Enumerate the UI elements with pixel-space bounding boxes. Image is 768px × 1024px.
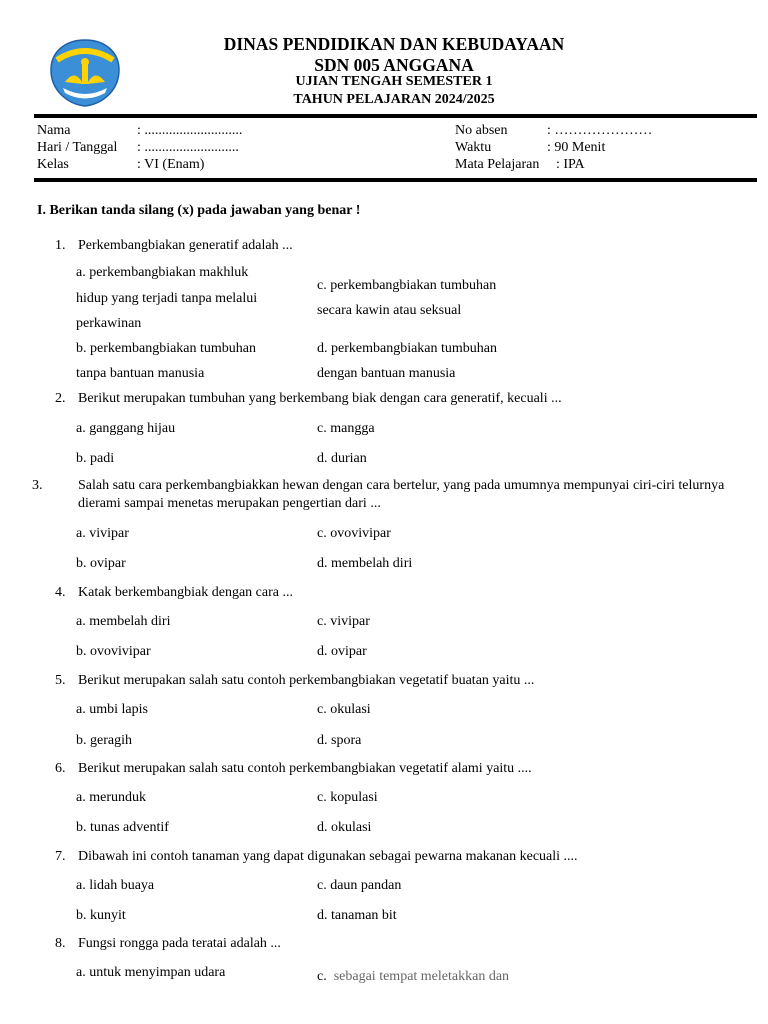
question-1 — [55, 237, 725, 255]
q3-option-d[interactable]: d. membelah diri — [317, 556, 413, 571]
question-text: Berikut merupakan salah satu contoh perkembangbiakan vegetatif alami yaitu .... — [78, 761, 532, 776]
q7-option-b[interactable]: b. kunyit — [76, 908, 126, 923]
question-number: 1. — [55, 238, 66, 253]
exam-title: UJIAN TENGAH SEMESTER 1 — [295, 74, 493, 89]
q7-option-a[interactable]: a. lidah buaya — [76, 878, 155, 893]
waktu-value: : 90 Menit — [547, 140, 606, 155]
q1-option-d-line2[interactable]: dengan bantuan manusia — [317, 366, 456, 381]
question-number: 5. — [55, 673, 66, 688]
q2-option-b[interactable]: b. padi — [76, 451, 115, 466]
office-title: DINAS PENDIDIKAN DAN KEBUDAYAAN — [223, 34, 565, 54]
question-text: Dibawah ini contoh tanaman yang dapat digunakan sebagai pewarna makanan kecuali .... — [78, 849, 578, 864]
q6-option-c[interactable]: c. kopulasi — [317, 790, 378, 805]
question-number: 7. — [55, 849, 66, 864]
q1-option-c-line1[interactable]: c. perkembangbiakan tumbuhan — [317, 278, 497, 293]
question-4 — [55, 584, 725, 602]
header-divider-top — [34, 114, 757, 118]
q7-option-c[interactable]: c. daun pandan — [317, 878, 402, 893]
waktu-label: Waktu — [455, 140, 492, 155]
q1-option-a-line1[interactable]: a. perkembangbiakan makhluk — [76, 265, 249, 280]
q4-option-d[interactable]: d. ovipar — [317, 644, 367, 659]
kelas-label: Kelas — [37, 157, 69, 172]
question-number: 6. — [55, 761, 66, 776]
q8-option-c[interactable] — [317, 969, 509, 985]
q2-option-c[interactable]: c. mangga — [317, 421, 375, 436]
question-text: Berikut merupakan tumbuhan yang berkembang biak dengan cara generatif, kecuali ... — [78, 391, 562, 406]
q8-option-c-text: sebagai tempat meletakkan dan — [333, 969, 510, 984]
q3-option-b[interactable]: b. ovipar — [76, 556, 126, 571]
q6-option-b[interactable]: b. tunas adventif — [76, 820, 169, 835]
q1-option-b-line2[interactable]: tanpa bantuan manusia — [76, 366, 205, 381]
kelas-value: : VI (Enam) — [137, 157, 205, 172]
header-divider-bottom — [34, 178, 757, 182]
question-text: Katak berkembangbiak dengan cara ... — [78, 585, 293, 600]
q2-option-a[interactable]: a. ganggang hijau — [76, 421, 176, 436]
q2-option-d[interactable]: d. durian — [317, 451, 367, 466]
question-8 — [55, 935, 725, 953]
q5-option-b[interactable]: b. geragih — [76, 733, 132, 748]
q5-option-d[interactable]: d. spora — [317, 733, 362, 748]
q1-option-a-line3[interactable]: perkawinan — [76, 316, 142, 331]
question-7 — [55, 848, 725, 866]
q8-option-a[interactable]: a. untuk menyimpan udara — [76, 965, 226, 980]
nama-label: Nama — [37, 123, 71, 138]
hari-tanggal-field[interactable]: : ........................... — [137, 140, 239, 155]
q3-option-c[interactable]: c. ovovivipar — [317, 526, 391, 541]
q1-option-d-line1[interactable]: d. perkembangbiakan tumbuhan — [317, 341, 498, 356]
q1-option-c-line2[interactable]: secara kawin atau seksual — [317, 303, 462, 318]
mapel-value: : IPA — [556, 157, 585, 172]
q1-option-a-line2[interactable]: hidup yang terjadi tanpa melalui — [76, 291, 258, 306]
q4-option-a[interactable]: a. membelah diri — [76, 614, 171, 629]
q4-option-b[interactable]: b. ovovivipar — [76, 644, 151, 659]
question-text: Perkembangbiakan generatif adalah ... — [78, 238, 293, 253]
question-number: 4. — [55, 585, 66, 600]
no-absen-field[interactable]: : ………………… — [547, 123, 653, 138]
question-5 — [55, 672, 725, 690]
mapel-label: Mata Pelajaran — [455, 157, 540, 172]
q3-option-a[interactable]: a. vivipar — [76, 526, 129, 541]
question-text: Salah satu cara perkembangbiakkan hewan dengan cara bertelur, yang pada umumnya mempunyai ciri-ciri telurnya dierami sampai menetas merupakan pengertian dari ... — [78, 478, 725, 511]
academic-year: TAHUN PELAJARAN 2024/2025 — [293, 92, 495, 107]
nama-field[interactable]: : ............................ — [137, 123, 243, 138]
q6-option-d[interactable]: d. okulasi — [317, 820, 372, 835]
q8-option-c-prefix: c. — [317, 969, 327, 984]
question-2 — [55, 390, 725, 408]
hari-tanggal-label: Hari / Tanggal — [37, 140, 118, 155]
question-number: 2. — [55, 391, 66, 406]
question-number: 8. — [55, 936, 66, 951]
q7-option-d[interactable]: d. tanaman bit — [317, 908, 397, 923]
school-name: SDN 005 ANGGANA — [314, 55, 474, 75]
q4-option-c[interactable]: c. vivipar — [317, 614, 370, 629]
q1-option-b-line1[interactable]: b. perkembangbiakan tumbuhan — [76, 341, 257, 356]
q6-option-a[interactable]: a. merunduk — [76, 790, 146, 805]
q5-option-c[interactable]: c. okulasi — [317, 702, 371, 717]
question-text: Fungsi rongga pada teratai adalah ... — [78, 936, 281, 951]
no-absen-label: No absen — [455, 123, 508, 138]
section-instruction: I. Berikan tanda silang (x) pada jawaban yang benar ! — [37, 203, 361, 218]
question-text: Berikut merupakan salah satu contoh perkembangbiakan vegetatif buatan yaitu ... — [78, 673, 535, 688]
question-number: 3. — [32, 478, 43, 493]
question-6 — [55, 760, 725, 778]
question-3 — [32, 477, 748, 513]
q5-option-a[interactable]: a. umbi lapis — [76, 702, 148, 717]
